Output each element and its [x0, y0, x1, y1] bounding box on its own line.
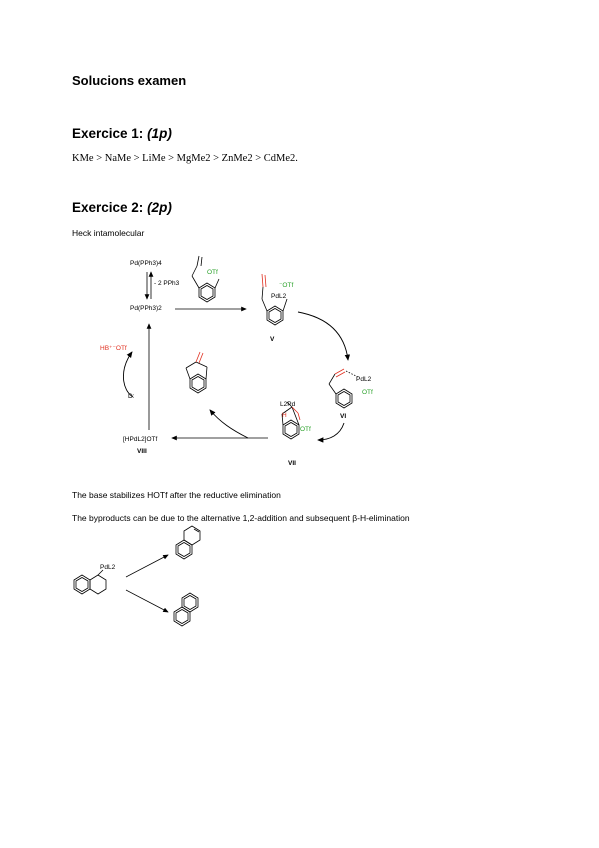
byproduct-reactant-molecule [74, 570, 106, 594]
exercise-2-label: Exercice 2: [72, 200, 148, 215]
complex-v-pdl2-label: PdL2 [271, 293, 287, 300]
label-vii: VII [288, 460, 296, 467]
byproduct-arrow-2 [126, 590, 168, 612]
hpdl2-otf-label: [HPdL2]OTf [123, 436, 158, 443]
exercise-1-label: Exercice 1: [72, 126, 148, 141]
dihydronaphthalene-molecule [176, 526, 200, 559]
hb-otf-label: HB⁺⁻OTf [100, 345, 127, 352]
label-v: V [270, 336, 275, 343]
complex-v-otf-label: ⁻OTf [279, 282, 294, 289]
substrate-otf-label: OTf [207, 269, 218, 276]
complex-vii-h-label: H [282, 412, 287, 419]
complex-vii-l2pd-label: L2Pd [280, 401, 296, 408]
base-label: D: [128, 393, 135, 400]
base-arrow [123, 352, 133, 397]
substrate-molecule [192, 256, 219, 302]
exercise-2-points: (2p) [147, 200, 172, 215]
exercise-1-answer: KMe > NaMe > LiMe > MgMe2 > ZnMe2 > CdMe2. [72, 153, 298, 164]
minus-pph3-label: - 2 PPh3 [154, 280, 180, 287]
migratory-insertion-arrow [318, 423, 344, 440]
byproduct-arrow-1 [126, 555, 168, 577]
complex-vi-otf-label: OTf [362, 389, 373, 396]
complex-vi-pdl2-label: PdL2 [356, 376, 372, 383]
page-title: Solucions examen [72, 73, 187, 88]
label-viii: VIII [137, 448, 147, 455]
note-byproducts: The byproducts can be due to the alternative 1,2-addition and subsequent β-H-elimination [72, 513, 410, 523]
pd-pph3-4-label: Pd(PPh3)4 [130, 260, 162, 267]
product-molecule [186, 352, 207, 393]
complex-vi-molecule [329, 369, 358, 408]
naphthalene-molecule [174, 593, 198, 626]
pd-pph3-2-label: Pd(PPh3)2 [130, 305, 162, 312]
note-base-stabilizes: The base stabilizes HOTf after the reductive elimination [72, 490, 281, 500]
byproduct-pdl2-label: PdL2 [100, 564, 116, 571]
insertion-arrow [298, 312, 348, 360]
exercise-1-points: (1p) [147, 126, 172, 141]
label-vi: VI [340, 413, 347, 420]
exercise-2-subtitle: Heck intamolecular [72, 228, 145, 238]
product-release-arrow [210, 410, 248, 438]
complex-vii-otf-label: OTf [300, 426, 311, 433]
